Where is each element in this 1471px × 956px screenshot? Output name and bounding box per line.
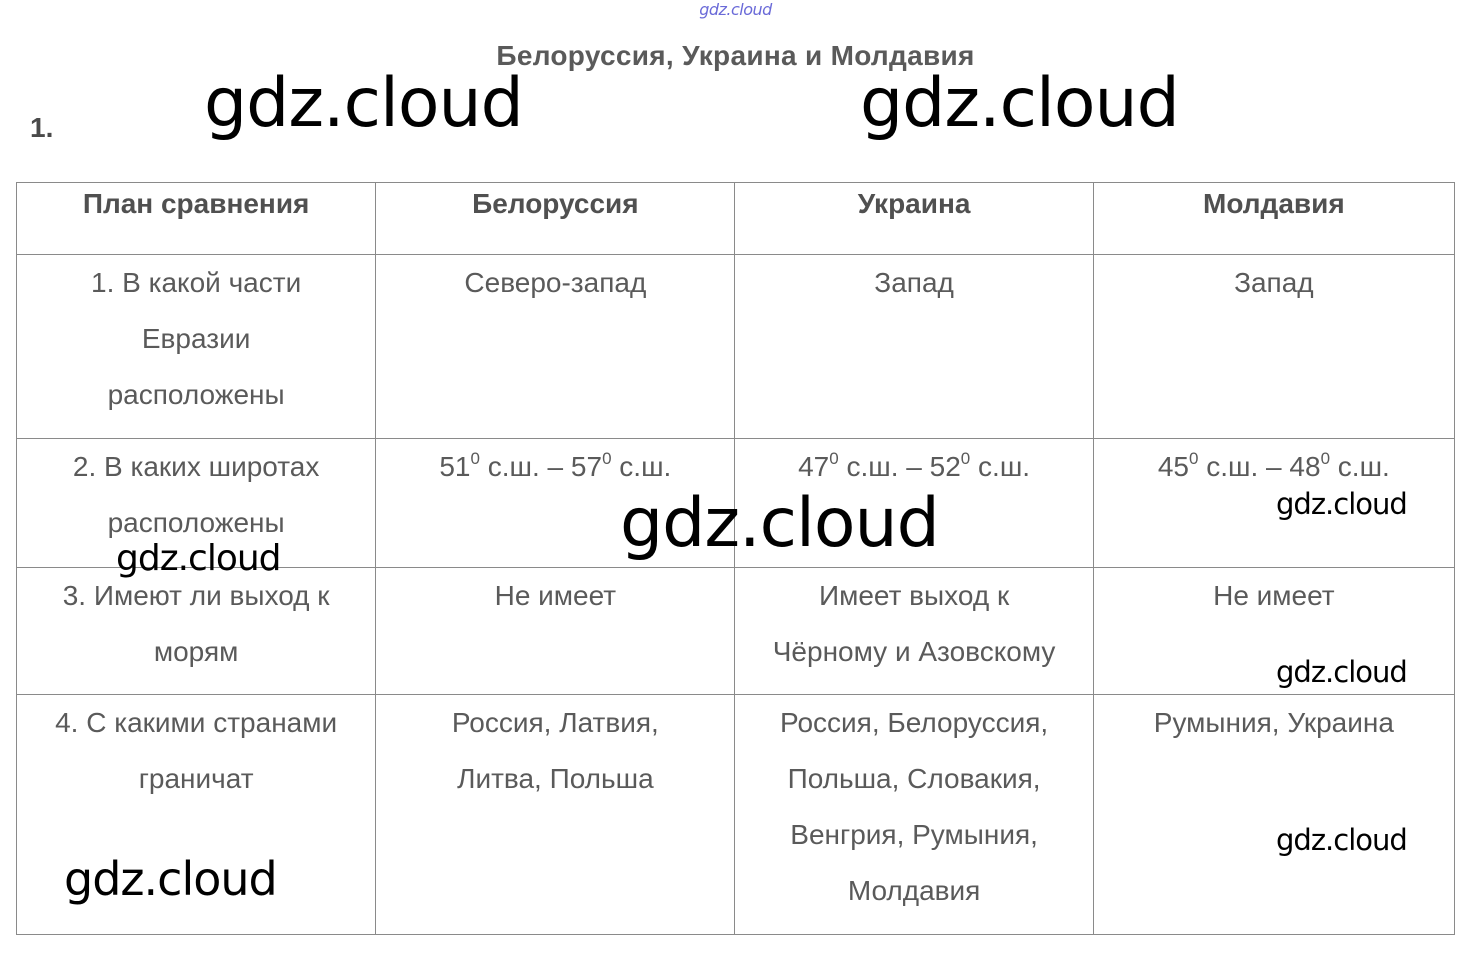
ukraine-cell <box>735 568 1093 695</box>
ukraine-cell <box>735 255 1093 439</box>
degree-sign: 0 <box>960 449 971 468</box>
lat-from: 45 <box>1157 451 1189 482</box>
belarus-cell <box>376 255 735 439</box>
watermark: gdz.cloud <box>204 64 523 143</box>
degree-sign: 0 <box>829 449 839 468</box>
watermark: gdz.cloud <box>1276 655 1407 689</box>
criterion-cell <box>17 255 376 439</box>
lat-to: 57 <box>570 451 603 482</box>
top-watermark: gdz.cloud <box>699 0 772 19</box>
degree-sign: 0 <box>470 449 480 468</box>
watermark: gdz.cloud <box>1276 823 1407 857</box>
header-criterion: План сравнения <box>17 183 376 255</box>
lat-unit: с.ш. <box>1330 451 1390 482</box>
watermark: gdz.cloud <box>64 852 277 906</box>
belarus-text: Северо-запад <box>464 267 647 298</box>
criterion-text: 2. В каких широтах расположены <box>72 451 320 538</box>
ukraine-text: Россия, Белоруссия, Польша, Словакия, Венгрия, Румыния, Молдавия <box>780 707 1049 906</box>
moldova-text: Не имеет <box>1213 580 1335 611</box>
lat-unit: с.ш. – <box>479 451 571 482</box>
lat-unit: с.ш. <box>611 451 672 482</box>
ukraine-cell <box>735 695 1093 935</box>
belarus-text: Россия, Латвия, Литва, Польша <box>451 707 659 794</box>
header-belarus: Белоруссия <box>376 183 735 255</box>
ukraine-text: Имеет выход к Чёрному и Азовскому <box>772 580 1056 667</box>
criterion-cell <box>17 568 376 695</box>
moldova-text: Румыния, Украина <box>1153 707 1394 738</box>
belarus-text: Не имеет <box>494 580 617 611</box>
table-header-row <box>17 183 1455 255</box>
degree-sign: 0 <box>602 449 612 468</box>
watermark: gdz.cloud <box>1276 487 1407 521</box>
ukraine-text: Запад <box>874 267 954 298</box>
lat-to: 52 <box>929 451 961 482</box>
degree-sign: 0 <box>1189 449 1199 468</box>
belarus-cell <box>376 695 735 935</box>
table-row <box>17 568 1455 695</box>
lat-unit: с.ш. – <box>838 451 930 482</box>
degree-sign: 0 <box>1320 449 1331 468</box>
moldova-text: Запад <box>1234 267 1314 298</box>
header-ukraine: Украина <box>735 183 1093 255</box>
lat-to: 48 <box>1289 451 1321 482</box>
task-number: 1. <box>30 112 54 143</box>
belarus-cell <box>376 568 735 695</box>
lat-unit: с.ш. – <box>1198 451 1290 482</box>
lat-from: 51 <box>439 451 471 482</box>
moldova-cell <box>1093 255 1454 439</box>
criterion-text: 1. В какой части Евразии расположены <box>91 267 302 410</box>
criterion-text: 4. С какими странами граничат <box>55 707 338 794</box>
watermark: gdz.cloud <box>116 538 281 579</box>
lat-from: 47 <box>798 451 830 482</box>
criterion-text: 3. Имеют ли выход к морям <box>62 580 330 667</box>
table-row <box>17 255 1455 439</box>
page-title: Белоруссия, Украина и Молдавия <box>496 40 975 71</box>
lat-unit: с.ш. <box>970 451 1031 482</box>
watermark: gdz.cloud <box>860 64 1179 143</box>
watermark: gdz.cloud <box>620 484 939 563</box>
moldova-cell <box>1093 695 1454 935</box>
header-moldova: Молдавия <box>1093 183 1454 255</box>
